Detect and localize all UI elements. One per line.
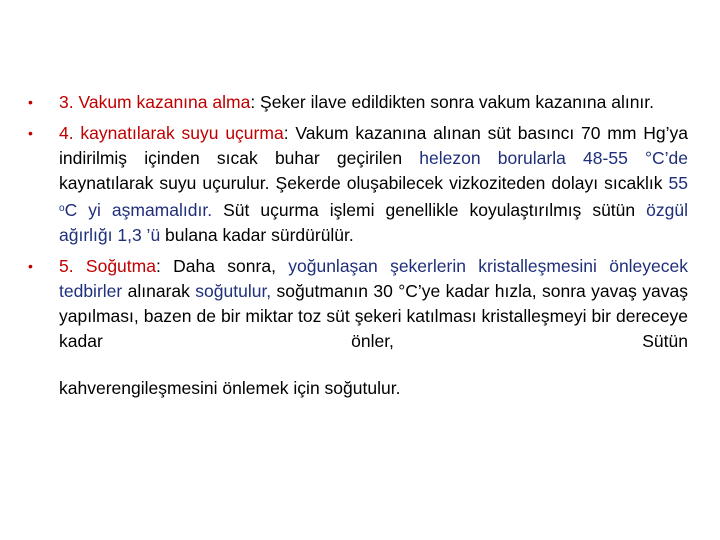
step-text: Şeker ilave edildikten sonra vakum kazanına alınır. — [255, 92, 655, 112]
heading-colon: : — [283, 123, 289, 143]
step-text: soğutmanın 30 °C’ye kadar hızla, sonra yavaş yavaş yapılması, bazen de bir miktar toz süt şekeri katılması kristalleşmeyi bir dereceye kadar önler, Sütün — [59, 281, 688, 351]
bullet-dot-icon: • — [28, 258, 33, 274]
highlight-text: yoğunlaşan şekerlerin kristalleşmesini önleyecek tedbirler — [59, 256, 689, 301]
step-heading: 3. Vakum kazanına alma — [59, 92, 251, 112]
degree-mark: o — [59, 203, 65, 214]
step-heading: 4. kaynatılarak suyu uçurma — [59, 123, 284, 143]
highlight-text: helezon borularla 48-55 °C’de — [419, 148, 688, 168]
heading-colon: : — [155, 256, 161, 276]
highlight-text: özgül ağırlığı 1,3 ’ü — [59, 200, 688, 245]
step-text: Vakum kazanına alınan süt basıncı 70 mm Hg’ya indirilmiş içinden sıcak buhar geçirilen — [59, 123, 688, 168]
bullet-list — [28, 90, 688, 401]
highlight-text: 55 — [668, 173, 688, 193]
step-text: Süt uçurma işlemi genellikle koyulaştırılmış sütün — [212, 200, 647, 220]
bullet-item-cooling — [28, 254, 688, 401]
bullet-item-vacuum — [28, 90, 688, 115]
bullet-item-boiling — [28, 121, 688, 248]
bullet-dot-icon: • — [28, 125, 33, 141]
cooling-tail-text: kahverengileşmesini önlemek için soğutulur. — [59, 378, 401, 398]
highlight-text: C yi aşmamalıdır. — [64, 200, 213, 220]
bullet-dot-icon: • — [28, 94, 33, 110]
step-text: kaynatılarak suyu uçurulur. Şekerde oluşabilecek vizkoziteden dolayı sıcaklık — [59, 173, 669, 193]
step-text: bulana kadar sürdürülür. — [160, 225, 354, 245]
cooling-paragraph — [59, 254, 688, 354]
step-text: Daha sonra, — [160, 256, 289, 276]
step-text: alınarak — [122, 281, 196, 301]
highlight-text: soğutulur, — [195, 281, 272, 301]
step-heading: 5. Soğutma — [59, 256, 156, 276]
heading-colon: : — [250, 92, 256, 112]
